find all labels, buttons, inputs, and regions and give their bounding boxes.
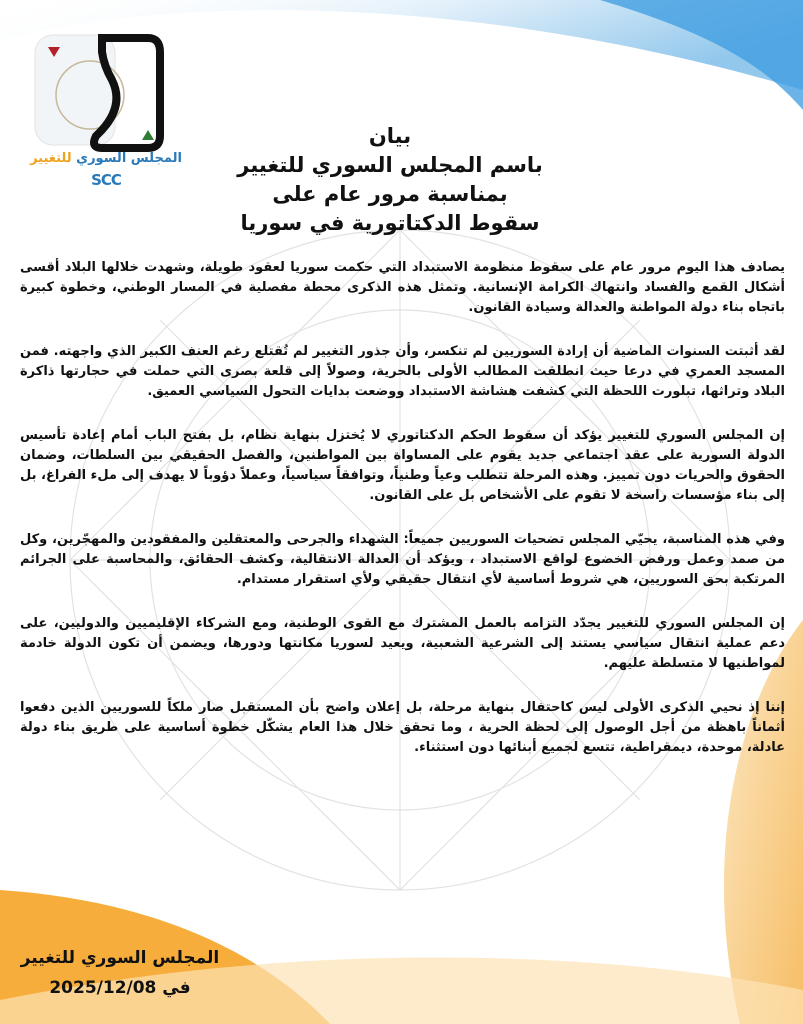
title-line-2: باسم المجلس السوري للتغيير	[237, 153, 543, 177]
title-line-3: بمناسبة مرور عام على	[272, 182, 508, 206]
statement-title	[190, 122, 590, 238]
logo-name-part1: المجلس السوري	[76, 151, 182, 166]
paragraph-5: إن المجلس السوري للتغيير يجدّد التزامه بالعمل المشترك مع القوى الوطنية، ومع الشركاء الإقليميين والدوليين، على دعم عملية انتقال سياسي يستند إلى الشرعية الشعبية، ويعيد لسوريا مكانتها ودورها، ويضمن أن تكون الدولة خادمة لمواطنيها لا متسلطة عليهم.	[20, 616, 785, 671]
title-line-1: بيان	[368, 124, 412, 148]
green-triangle-icon	[142, 130, 154, 140]
signature-block	[20, 943, 220, 1003]
paragraph-3: إن المجلس السوري للتغيير يؤكد أن سقوط الحكم الدكتاتوري لا يُختزل بنهاية نظام، بل بفتح الباب أمام إعادة تأسيس الدولة السورية على عقد اجتماعي جديد يقوم على المساواة بين المواطنين، والفصل الحقيقي بين السلطات، وضمان الحقوق والحريات دون تمييز. وهذه المرحلة تتطلب وعياً وطنياً، وتوافقاً سياسياً، وعملاً دؤوباً لا يهدف إلى ملء الفراغ، بل إلى بناء مؤسسات راسخة لا تقوم على الأشخاص بل على القانون.	[20, 428, 785, 503]
logo-name	[30, 150, 182, 168]
statement-body	[20, 258, 785, 782]
paragraph-1: يصادف هذا اليوم مرور عام على سقوط منظومة الاستبداد التي حكمت سوريا لعقود طويلة، وشهدت خلالها البلاد أقسى أشكال القمع والفساد وانتهاك الكرامة الإنسانية. وتمثل هذه الذكرى محطة مفصلية في المسار الوطني، وخطوة كبيرة باتجاه بناء دولة المواطنة والعدالة وسيادة القانون.	[20, 260, 785, 315]
title-line-4: سقوط الدكتاتورية في سوريا	[240, 211, 540, 235]
paragraph-6: إننا إذ نحيي الذكرى الأولى ليس كاحتفال بنهاية مرحلة، بل إعلان واضح بأن المستقبل صار ملكاً للسوريين الذين دفعوا أثماناً باهظة من أجل الوصول إلى لحظة الحرية ، وما تحقق خلال هذا العام يشكّل خطوة أساسية على طريق بناء دولة عادلة، موحدة، ديمقراطية، تتسع لجميع أبنائها دون استثناء.	[20, 700, 785, 755]
logo-name-part2: للتغيير	[30, 151, 72, 166]
paragraph-2: لقد أثبتت السنوات الماضية أن إرادة السوريين لم تنكسر، وأن جذور التغيير لم تُقتلع رغم العنف الكبير الذي واجهته. فمن المسجد العمري في درعا حيث انطلقت المطالب الأولى بالحرية، وصولاً إلى قلعة بصرى التي حملت في حجارتها ذاكرة البلاد وتراثها، تبلورت اللحظة التي كشفت هشاشة الاستبداد ووضعت بدايات التحول السياسي العميق.	[20, 344, 785, 399]
signature-org: المجلس السوري للتغيير	[20, 948, 220, 968]
logo-caption	[16, 150, 196, 190]
signature-date: في 2025/12/08	[49, 978, 191, 998]
paragraph-4: وفي هذه المناسبة، يحيّي المجلس تضحيات السوريين جميعاً: الشهداء والجرحى والمعتقلين والمفقودين والمهجّرين، وكل من صمد وعمل ورفض الخضوع لواقع الاستبداد ، ويؤكد أن العدالة الانتقالية، وكشف الحقائق، والمحاسبة على الجرائم المرتكبة بحق السوريين، هي شروط أساسية لأي انتقال حقيقي ولأي استقرار مستدام.	[20, 532, 785, 587]
logo-abbr: SCC	[91, 171, 121, 189]
